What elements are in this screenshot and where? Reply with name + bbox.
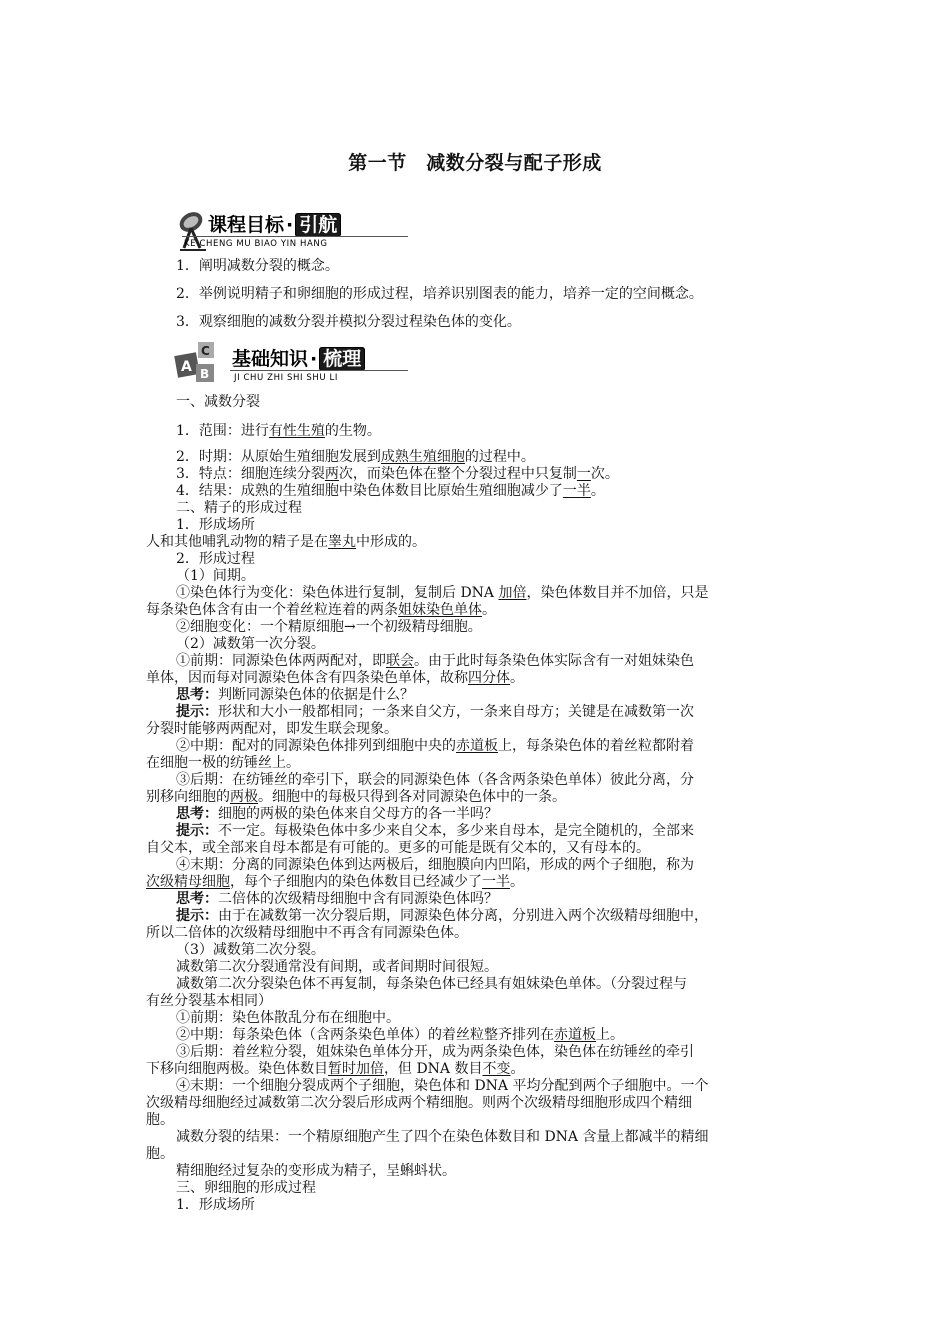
text-line: 次级精母细胞经过减数第二次分裂后形成两个精细胞。则两个次级精母细胞形成四个精细	[146, 1095, 692, 1111]
banner-rule	[230, 370, 408, 371]
section-banner-basics	[174, 340, 414, 390]
think-question: 思考：判断同源染色体的依据是什么？	[176, 687, 414, 703]
text-line: 减数第二次分裂通常没有间期，或者间期时间很短。	[176, 959, 498, 975]
text-line: ①前期：染色体散乱分布在细胞中。	[176, 1010, 400, 1026]
text-line: 减数分裂的结果：一个精原细胞产生了四个在染色体数目和 DNA 含量上都减半的精细	[176, 1129, 709, 1145]
banner-label: 基础知识	[232, 348, 309, 370]
text-line: 1．形成场所	[176, 517, 255, 533]
text-line: ③后期：在纺锤丝的牵引下，联会的同源染色体（各含两条染色单体）彼此分离，分	[176, 772, 694, 788]
text-line: 每条染色体含有由一个着丝粒连着的两条姐妹染色单体。	[146, 602, 496, 618]
abc-blocks-icon	[174, 340, 220, 390]
banner-title: 基础知识 · 梳理	[232, 344, 365, 371]
text-line: ①染色体行为变化：染色体进行复制，复制后 DNA 加倍，染色体数目并不加倍，只是	[176, 585, 709, 601]
objective-item: 3．观察细胞的减数分裂并模拟分裂过程染色体的变化。	[176, 314, 521, 330]
text-line: 单体，因而每对同源染色体含有四条染色单体，故称四分体。	[146, 670, 524, 686]
section-heading: 三、卵细胞的形成过程	[176, 1180, 316, 1196]
banner-pinyin: KE CHENG MU BIAO YIN HANG	[184, 239, 328, 249]
text-line: 1．形成场所	[176, 1197, 255, 1213]
text-line: 4．结果：成熟的生殖细胞中染色体数目比原始生殖细胞减少了一半。	[176, 483, 605, 499]
text-line: 人和其他哺乳动物的精子是在睾丸中形成的。	[146, 534, 426, 550]
text-line: ④末期：分离的同源染色体到达两极后，细胞膜向内凹陷，形成的两个子细胞，称为	[176, 857, 694, 873]
section-banner-objectives	[174, 206, 414, 256]
text-line: 胞。	[146, 1146, 174, 1162]
section-heading: 二、精子的形成过程	[176, 500, 302, 516]
text-line: 在细胞一极的纺锤丝上。	[146, 755, 300, 771]
banner-tag: 梳理	[319, 347, 365, 371]
svg-text:C: C	[201, 344, 210, 358]
text-line: ②中期：配对的同源染色体排列到细胞中央的赤道板上，每条染色体的着丝粒都附着	[176, 738, 694, 754]
text-line: 下移向细胞两极。染色体数目暂时加倍，但 DNA 数目不变。	[146, 1061, 525, 1077]
svg-text:B: B	[200, 367, 210, 381]
text-line: （2）减数第一次分裂。	[176, 636, 325, 652]
hint-answer: 提示：形状和大小一般都相同；一条来自父方，一条来自母方；关键是在减数第一次	[176, 704, 694, 720]
banner-pinyin: JI CHU ZHI SHI SHU LI	[234, 373, 338, 383]
think-question: 思考：细胞的两极的染色体来自父母方的各一半吗？	[176, 806, 498, 822]
text-line: 自父本，或全部来自母本都是有可能的。更多的可能是既有父本的，又有母本的。	[146, 840, 650, 856]
text-line: 别移向细胞的两极。细胞中的每极只得到各对同源染色体中的一条。	[146, 789, 566, 805]
text-line: 有丝分裂基本相同）	[146, 993, 272, 1009]
page-title: 第一节 减数分裂与配子形成	[348, 152, 602, 174]
banner-tag: 引航	[295, 213, 341, 237]
text-line: 精细胞经过复杂的变形成为精子，呈蝌蚪状。	[176, 1163, 456, 1179]
objective-item: 1．阐明减数分裂的概念。	[176, 258, 339, 274]
text-line: ③后期：着丝粒分裂，姐妹染色单体分开，成为两条染色体，染色体在纺锤丝的牵引	[176, 1044, 694, 1060]
text-line: 2．形成过程	[176, 551, 255, 567]
text-line: 所以二倍体的次级精母细胞中不再含有同源染色体。	[146, 925, 468, 941]
text-line: ④末期：一个细胞分裂成两个子细胞，染色体和 DNA 平均分配到两个子细胞中。一个	[176, 1078, 709, 1094]
svg-text:A: A	[181, 359, 192, 375]
banner-rule	[182, 236, 408, 237]
text-line: 3．特点：细胞连续分裂两次，而染色体在整个分裂过程中只复制一次。	[176, 466, 619, 482]
hint-answer: 提示：由于在减数第一次分裂后期，同源染色体分离，分别进入两个次级精母细胞中，	[176, 908, 708, 924]
section-heading: 一、减数分裂	[176, 394, 260, 410]
text-line: ①前期：同源染色体两两配对，即联会。由于此时每条染色体实际含有一对姐妹染色	[176, 653, 694, 669]
text-line: ②中期：每条染色体（含两条染色单体）的着丝粒整齐排列在赤道板上。	[176, 1027, 624, 1043]
text-line: 1．范围：进行有性生殖的生物。	[176, 423, 381, 439]
text-line: 减数第二次分裂染色体不再复制，每条染色体已经具有姐妹染色单体。（分裂过程与	[176, 976, 687, 992]
text-line: ②细胞变化：一个精原细胞→一个初级精母细胞。	[176, 619, 482, 635]
hint-answer: 提示：不一定。每极染色体中多少来自父本，多少来自母本，是完全随机的，全部来	[176, 823, 694, 839]
objective-item: 2．举例说明精子和卵细胞的形成过程，培养识别图表的能力，培养一定的空间概念。	[176, 286, 703, 302]
text-line: 胞。	[146, 1112, 174, 1128]
banner-title: 课程目标 · 引航	[208, 210, 341, 237]
text-line: 分裂时能够两两配对，即发生联会现象。	[146, 721, 398, 737]
banner-label: 课程目标	[208, 214, 285, 236]
text-line: （1）间期。	[176, 568, 255, 584]
text-line: （3）减数第二次分裂。	[176, 942, 325, 958]
text-line: 2．时期：从原始生殖细胞发展到成熟生殖细胞的过程中。	[176, 449, 535, 465]
think-question: 思考：二倍体的次级精母细胞中含有同源染色体吗？	[176, 891, 498, 907]
text-line: 次级精母细胞，每个子细胞内的染色体数目已经减少了一半。	[146, 874, 524, 890]
